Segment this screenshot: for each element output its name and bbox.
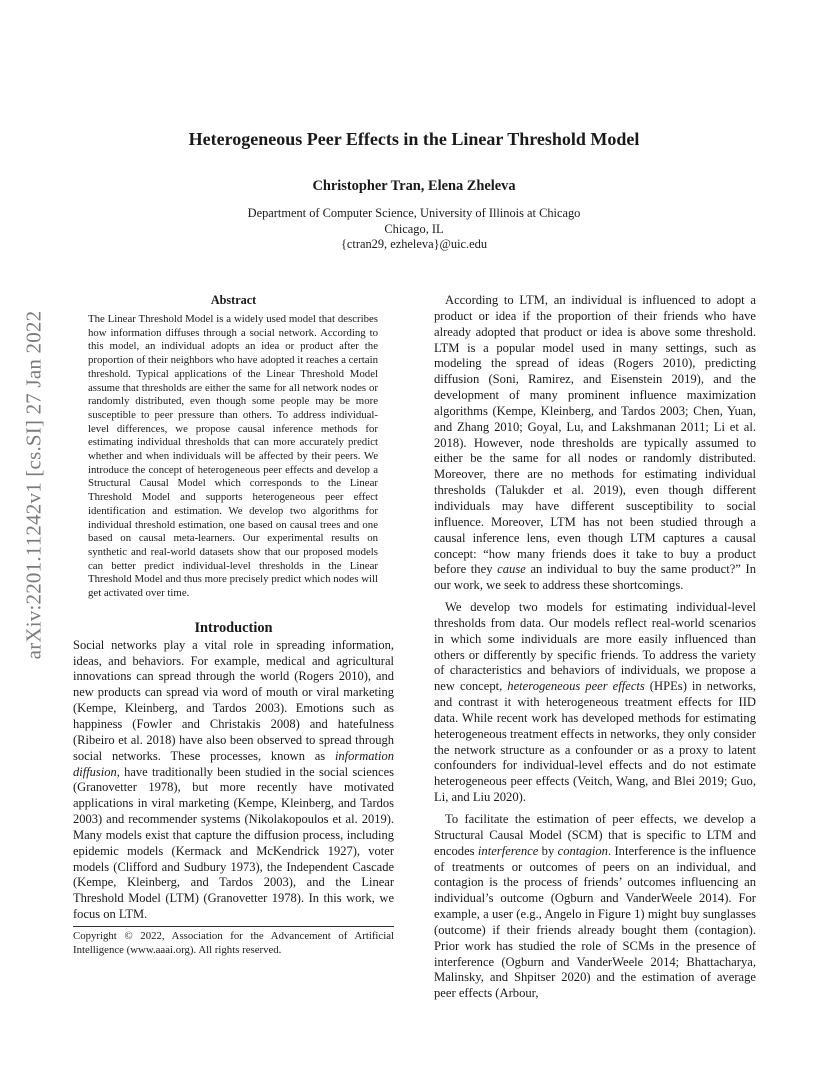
intro-emphasis: information diffusion <box>73 748 394 779</box>
text-part: an individual to buy the same product?” In our work, we seek to address these shortcomings. <box>434 562 757 593</box>
intro-text-part: Social networks play a vital role in spreading information, ideas, and behaviors. For example, medical and agricultural innovations can spread through the world (Rogers 2010), and new products can spread via word of mouth or viral marketing (Kempe, Kleinberg, and Tardos 2003). Emotions such as happiness (Fowler and Christakis 2008) and hatefulness (Ribeiro et al. 2018) have also been observed to spread through social networks. These processes, known as <box>73 637 394 763</box>
affiliation-department: Department of Computer Science, University of Illinois at Chicago <box>247 206 581 220</box>
arxiv-identifier <box>14 295 54 675</box>
arxiv-id-text: arXiv:2201.11242v1 [cs.SI] 27 Jan 2022 <box>21 310 46 660</box>
right-column <box>434 293 756 1008</box>
emphasis-cause: cause <box>497 562 526 577</box>
affiliation-location: Chicago, IL <box>384 221 444 236</box>
abstract-text: The Linear Threshold Model is a widely used model that describes how information diffuses through a social network. According to this model, an individual adopts an idea or product after the proportion of their neighbors who have adopted it reaches a certain threshold. Typical applications of the Linear Threshold Model assume that thresholds are either the same for all network nodes or randomly distributed, even though some people may be more susceptible to peer pressure than others. To address individual-level differences, we propose causal inference methods for estimating individual thresholds that can more accurately predict whether and when individuals will be affected by their peers. We introduce the concept of heterogeneous peer effects and develop a Structural Causal Model which corresponds to the Linear Threshold Model and supports heterogeneous peer effect identification and estimation. We develop two algorithms for individual threshold estimation, one based on causal trees and one based on causal meta-learners. Our experimental results on synthetic and real-world datasets show that our proposed models can better predict individual-level thresholds in the Linear Threshold Model and thus more precisely predict which nodes will get activated over time. <box>88 313 378 600</box>
emphasis-contagion: contagion <box>557 843 608 858</box>
paper-authors: Christopher Tran, Elena Zheleva <box>312 178 516 194</box>
affiliation-email: {ctran29, ezheleva}@uic.edu <box>340 237 488 251</box>
abstract-heading: Abstract <box>210 293 257 307</box>
text-part: According to LTM, an individual is influenced to adopt a product or idea if the proportion of their friends who have already adopted that product or idea is above some threshold. LTM is a popular model used in many settings, such as modeling the spread of ideas (Rogers 2010), predicting diffusion (Soni, Ramirez, and Eisenstein 2019), and the development of many prominent influence maximization algorithms (Kempe, Kleinberg, and Tardos 2003; Chen, Yuan, and Zhang 2010; Goyal, Lu, and Lakshmanan 2011; Li et al. 2018). However, node thresholds are typically assumed to either be the same for all nodes or randomly distributed. Moreover, there are no methods for estimating individual thresholds (Talukder et al. 2019), even though different individuals may have different susceptibility to social influence. Moreover, LTM has not been studied through a causal inference lens, even though LTM captures a causal concept: “how many friends does it take to buy a product before they <box>434 293 756 577</box>
paper-header <box>0 129 828 253</box>
right-paragraph-3 <box>434 812 756 1002</box>
text-part: (HPEs) in networks, and contrast it with heterogeneous treatment effects for IID data. While recent work has developed methods for estimating heterogeneous treatment effects in networks, they only consider the network structure as a confounder or as a proxy to latent confounders for individual-level effects and do not estimate heterogeneous peer effects (Veitch, Wang, and Blei 2019; Guo, Li, and Liu 2020). <box>434 679 756 805</box>
text-part: . Interference is the influence of treatments or outcomes of peers on an individual, and contagion is the process of friends’ outcomes influencing an individual’s outcome (Ogburn and VanderWeele 2014). For example, a user (e.g., Angelo in Figure 1) might buy sunglasses (outcome) if their friends already bought them (contagion). Prior work has studied the role of SCMs in the presence of interference (Ogburn and VanderWeele 2014; Bhattacharya, Malinsky, and Shpitser 2020) and the estimation of average peer effects (Arbour, <box>434 843 757 1001</box>
intro-text-part: , have traditionally been studied in the social sciences (Granovetter 1978), but more recently have motivated applications in viral marketing (Kempe, Kleinberg, and Tardos 2003) and recommender systems (Nikolakopoulos et al. 2019). Many models exist that capture the diffusion process, including epidemic models (Kermack and McKendrick 1927), voter models (Clifford and Sudbury 1973), the Independent Cascade (Kempe, Kleinberg, and Tardos 2003), and the Linear Threshold Model (LTM) (Granovetter 1978). In this work, we focus on LTM. <box>73 764 394 922</box>
text-part: To facilitate the estimation of peer effects, we develop a Structural Causal Model (SCM) that is specific to LTM and encodes <box>434 812 756 858</box>
paper-title: Heterogeneous Peer Effects in the Linear Threshold Model <box>188 129 640 149</box>
copyright-notice: Copyright © 2022, Association for the Advancement of Artificial Intelligence (www.aaai.org). All rights reserved. <box>73 926 394 957</box>
affiliation-block <box>0 206 828 253</box>
right-paragraph-2 <box>434 600 756 806</box>
left-column <box>73 293 394 923</box>
emphasis-hpe: heterogeneous peer effects <box>507 679 645 694</box>
text-part: We develop two models for estimating individual-level thresholds from data. Our models reflect real-world scenarios in which some individuals are more easily influenced than others or differently by specific friends. To address the variety of characteristics and behaviors of individuals, we propose a new concept, <box>434 600 756 694</box>
right-paragraph-1 <box>434 293 756 594</box>
emphasis-interference: interference <box>477 843 539 858</box>
introduction-paragraph <box>73 638 394 923</box>
text-part: by <box>538 843 558 858</box>
introduction-heading: Introduction <box>194 619 273 636</box>
